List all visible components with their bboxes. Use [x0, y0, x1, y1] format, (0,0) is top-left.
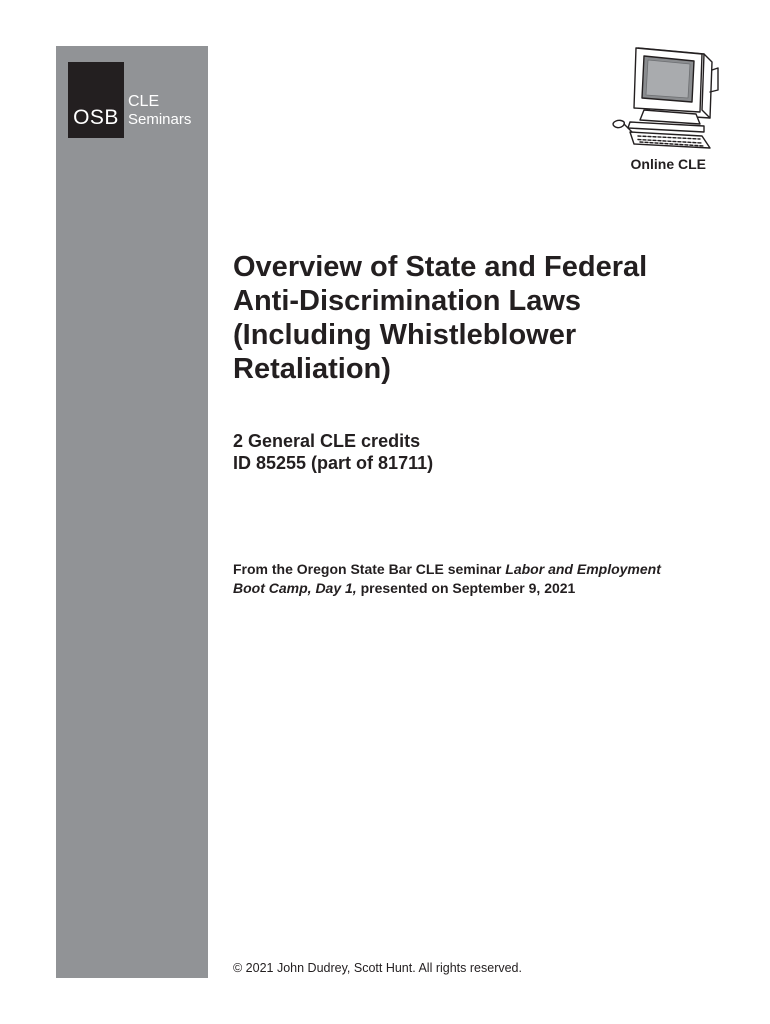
document-title: [233, 250, 733, 386]
online-cle-label: Online CLE: [630, 156, 706, 172]
seminar-source: [233, 560, 713, 598]
source-suffix: presented on September 9, 2021: [356, 580, 576, 596]
title-line: Overview of State and Federal: [233, 251, 648, 283]
osb-cle-seminars-logo: [68, 62, 200, 138]
title-line: Retaliation): [233, 353, 391, 385]
seminar-name-part2: Boot Camp, Day 1,: [233, 580, 357, 596]
title-line: Anti-Discrimination Laws: [233, 285, 582, 317]
logo-cle-text: CLE: [128, 93, 160, 110]
computer-icon: [600, 40, 720, 158]
seminar-name-part1: Labor and Employment: [505, 561, 661, 577]
logo-osb-text: OSB: [73, 106, 119, 129]
source-prefix: From the Oregon State Bar CLE seminar: [233, 561, 506, 577]
logo-seminars-text: Seminars: [128, 111, 192, 128]
credits-line: 2 General CLE credits: [233, 431, 421, 451]
gray-sidebar: [56, 46, 208, 978]
title-line: (Including Whistleblower: [233, 319, 577, 351]
credits-block: [233, 430, 433, 474]
copyright-notice: © 2021 John Dudrey, Scott Hunt. All rights reserved.: [233, 961, 522, 975]
course-id-line: ID 85255 (part of 81711): [233, 453, 434, 473]
